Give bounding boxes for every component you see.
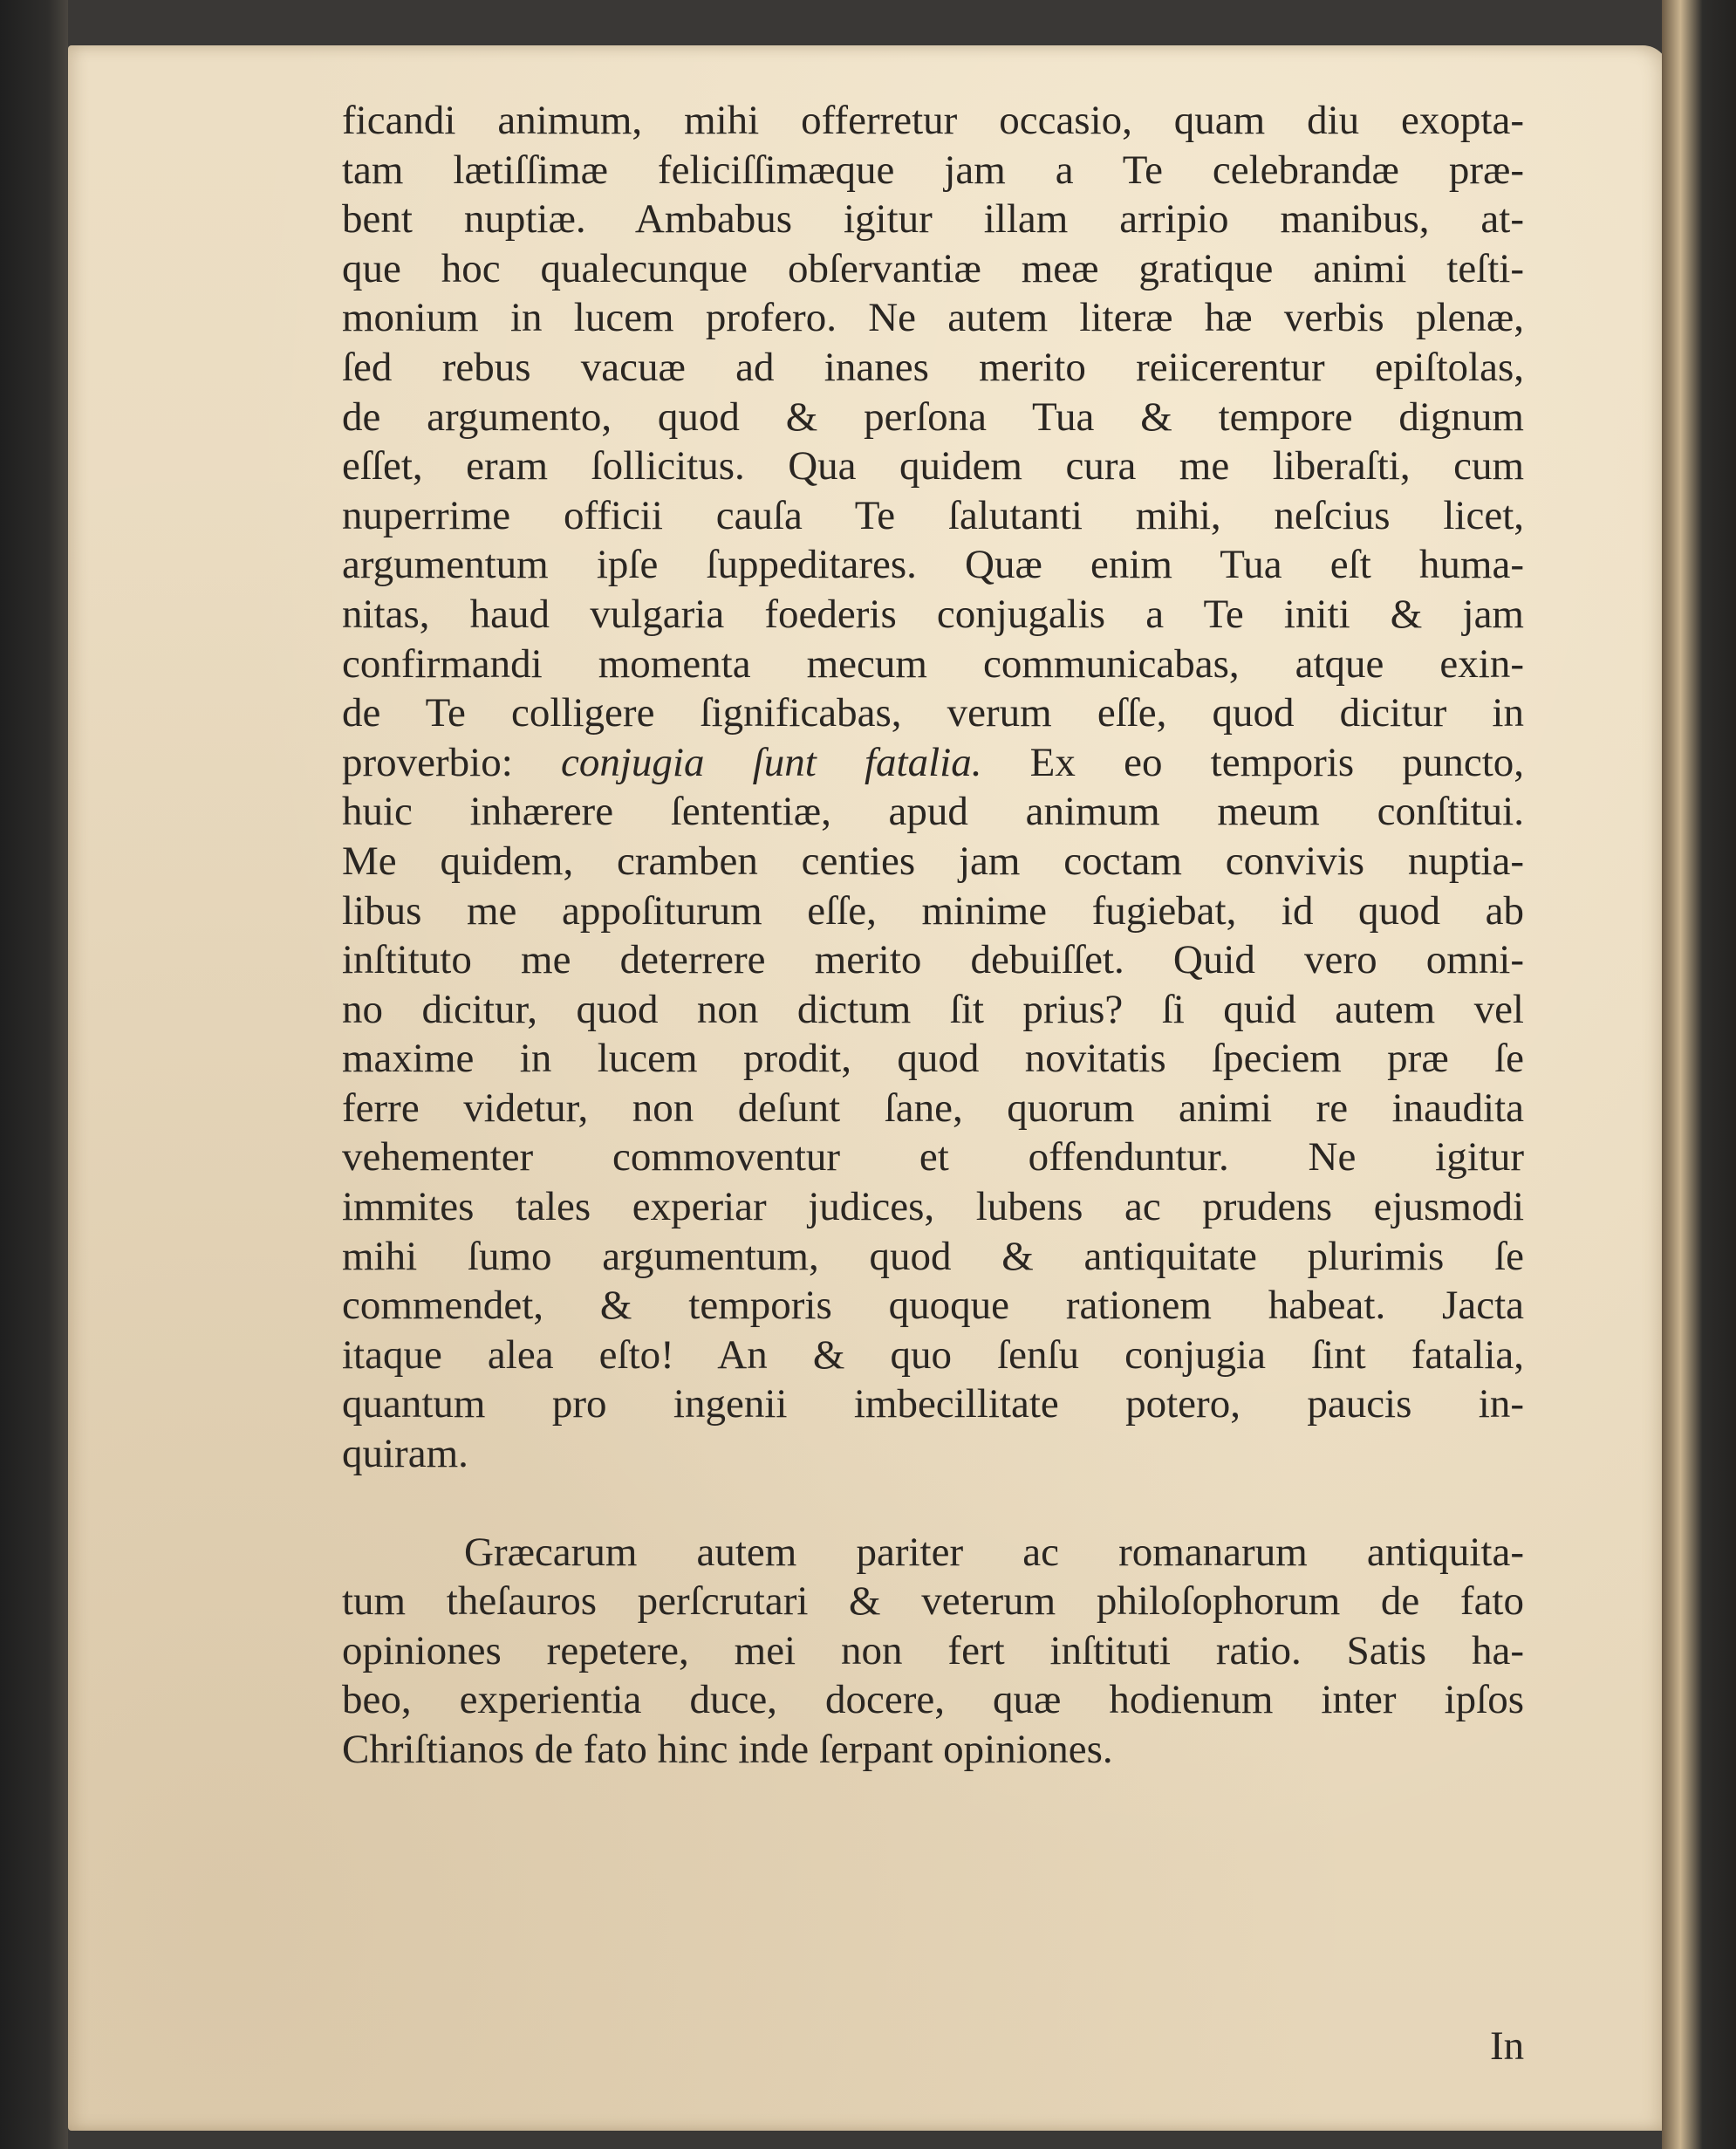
text-line: argumentum ipſe ſuppeditares. Quæ enim Tua eſt huma- — [342, 542, 1524, 588]
text-line: quantum pro ingenii imbecillitate potero, paucis in- — [342, 1381, 1524, 1427]
text-line: ferre videtur, non deſunt ſane, quorum animi re inaudita — [342, 1085, 1524, 1131]
text-line: monium in lucem profero. Ne autem literæ hæ verbis plenæ, — [342, 295, 1524, 341]
paragraph-2 — [342, 1528, 1524, 1775]
catchword: In — [1490, 2023, 1525, 2069]
text-line: Chriſtianos de fato hinc inde ſerpant opiniones. — [342, 1727, 1113, 1772]
proverb-italic: conjugia ſunt fatalia. — [560, 739, 982, 785]
proverb-line-before: proverbio: — [342, 739, 561, 785]
text-line: Me quidem, cramben centies jam coctam convivis nuptia- — [342, 838, 1524, 884]
text-line: no dicitur, quod non dictum ſit prius? ſi quid autem vel — [342, 986, 1524, 1032]
proverb-line — [342, 738, 1524, 788]
page-edge — [1662, 0, 1736, 2149]
text-line: maxime in lucem prodit, quod novitatis ſpeciem præ ſe — [342, 1036, 1524, 1082]
book-spine — [0, 0, 68, 2149]
text-line: mihi ſumo argumentum, quod & antiquitate plurimis ſe — [342, 1233, 1524, 1279]
text-line: nitas, haud vulgaria foederis conjugalis a Te initi & jam — [342, 591, 1524, 637]
text-line: eſſet, eram ſollicitus. Qua quidem cura me liberaſti, cum — [342, 443, 1524, 489]
text-line: que hoc qualecunque obſervantiæ meæ gratique animi teſti- — [342, 245, 1524, 291]
text-line: libus me appoſiturum eſſe, minime fugiebat, id quod ab — [342, 887, 1524, 934]
text-line: Græcarum autem pariter ac romanarum antiquita- — [464, 1529, 1524, 1575]
text-line: immites tales experiar judices, lubens ac prudens ejusmodi — [342, 1184, 1524, 1230]
text-line: nuperrime officii cauſa Te ſalutanti mihi, neſcius licet, — [342, 492, 1524, 538]
text-line: inſtituto me deterrere merito debuiſſet. Quid vero omni- — [342, 937, 1524, 983]
text-line: vehementer commoventur et offenduntur. Ne igitur — [342, 1134, 1524, 1181]
paragraph-1 — [342, 96, 1524, 738]
text-line: ſed rebus vacuæ ad inanes merito reiicerentur epiſtolas, — [342, 344, 1524, 390]
page-text — [342, 96, 1524, 1775]
text-line: commendet, & temporis quoque rationem habeat. Jacta — [342, 1283, 1524, 1329]
text-line: bent nuptiæ. Ambabus igitur illam arripio manibus, at- — [342, 196, 1524, 243]
text-line: tam lætiſſimæ feliciſſimæque jam a Te celebrandæ præ- — [342, 147, 1524, 193]
text-line: huic inhærere ſententiæ, apud animum meum conſtitui. — [342, 789, 1524, 835]
text-line: beo, experientia duce, docere, quæ hodienum inter ipſos — [342, 1677, 1524, 1723]
text-line: confirmandi momenta mecum communicabas, atque exin- — [342, 640, 1524, 687]
paragraph-gap — [342, 1479, 1524, 1528]
text-line: de argumento, quod & perſona Tua & tempore dignum — [342, 394, 1524, 440]
text-line: quiram. — [342, 1431, 468, 1477]
text-line: opiniones repetere, mei non fert inſtituti ratio. Satis ha- — [342, 1627, 1524, 1673]
text-line: ficandi animum, mihi offerretur occasio, quam diu exopta- — [342, 98, 1524, 143]
proverb-line-after: Ex eo temporis puncto, — [981, 739, 1524, 785]
text-line: itaque alea eſto! An & quo ſenſu conjugia ſint fatalia, — [342, 1331, 1524, 1378]
text-line: tum theſauros perſcrutari & veterum philoſophorum de fato — [342, 1578, 1524, 1625]
text-line: de Te colligere ſignificabas, verum eſſe, quod dicitur in — [342, 690, 1524, 736]
paragraph-1-continued — [342, 787, 1524, 1478]
